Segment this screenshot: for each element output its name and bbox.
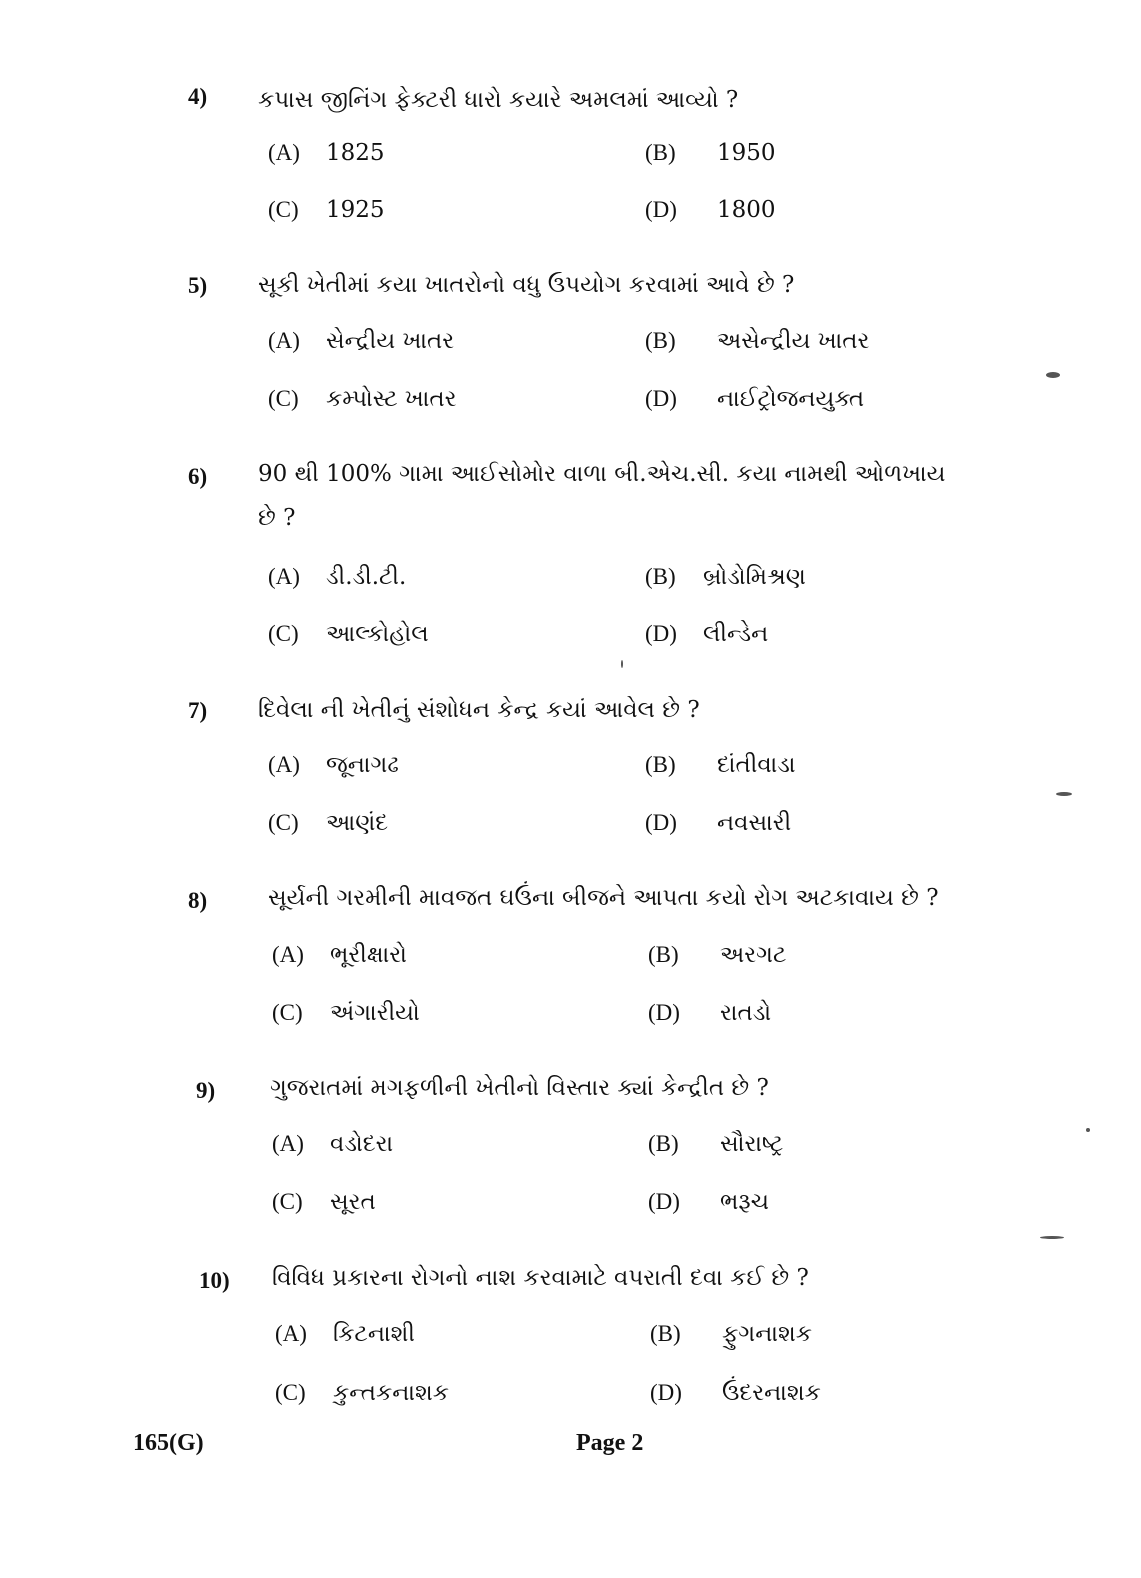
question-number: 7) (188, 698, 208, 723)
question-number: 10) (199, 1268, 230, 1293)
option-5c (268, 386, 457, 412)
option-text: કમ્પોસ્ટ ખાતર (326, 386, 457, 412)
page-number: Page 2 (576, 1430, 644, 1456)
option-letter: (B) (648, 1131, 679, 1156)
option-text: સેન્દ્રીય ખાતર (326, 328, 455, 354)
option-letter: (A) (268, 564, 300, 589)
option-text: સૂરત (330, 1189, 376, 1215)
question-number: 9) (196, 1078, 216, 1103)
option-letter: (D) (648, 1189, 680, 1214)
option-4b (645, 140, 776, 166)
option-text: ભૂરીક્ષારો (330, 942, 407, 968)
option-4d (645, 197, 776, 223)
option-text: દાંતીવાડા (717, 752, 796, 778)
option-text: ભરૂચ (720, 1189, 770, 1215)
question-number: 5) (188, 273, 208, 298)
option-7a (268, 752, 399, 778)
option-letter: (B) (645, 328, 676, 353)
option-letter: (A) (272, 942, 304, 967)
option-text: ઉંદરનાશક (722, 1380, 821, 1406)
scan-speck (1046, 372, 1060, 378)
option-letter: (C) (268, 621, 299, 646)
option-letter: (A) (275, 1321, 307, 1346)
option-letter: (C) (268, 386, 299, 411)
option-10c (275, 1380, 449, 1406)
option-text: નવસારી (717, 810, 792, 836)
question-number: 6) (188, 464, 208, 489)
question-text: સૂર્યની ગરમીની માવજત ઘઉંના બીજને આપતા કયો રોગ અટકાવાય છે ? (268, 885, 939, 911)
option-8b (648, 942, 786, 968)
option-letter: (B) (650, 1321, 681, 1346)
option-text: બ્રોડોમિશ્રણ (703, 564, 806, 590)
option-4a (268, 140, 385, 166)
option-8a (272, 942, 407, 968)
option-6b (645, 564, 806, 590)
option-text: ફુગનાશક (722, 1321, 812, 1347)
option-letter: (C) (272, 1189, 303, 1214)
option-letter: (B) (645, 752, 676, 777)
option-10b (650, 1321, 812, 1347)
option-text: કિટનાશી (333, 1321, 415, 1347)
option-letter: (D) (650, 1380, 682, 1405)
option-letter: (D) (645, 197, 677, 222)
option-text: જૂનાગઢ (326, 752, 399, 778)
option-4c (268, 197, 385, 223)
option-letter: (C) (275, 1380, 306, 1405)
option-letter: (C) (268, 197, 299, 222)
option-text: અસેન્દ્રીય ખાતર (717, 328, 870, 354)
option-7c (268, 810, 388, 836)
option-9a (272, 1131, 393, 1157)
option-text: સૌરાષ્ટ્ર (720, 1131, 784, 1157)
option-letter: (B) (648, 942, 679, 967)
option-text: અરગટ (720, 942, 787, 968)
option-text: આલ્કોહોલ (326, 621, 429, 647)
option-letter: (B) (645, 140, 676, 165)
option-6d (645, 621, 768, 647)
option-text: 1950 (717, 140, 776, 166)
option-letter: (C) (268, 810, 299, 835)
scan-speck (621, 660, 623, 668)
option-letter: (C) (272, 1000, 303, 1025)
question-number: 8) (188, 888, 208, 913)
option-text: વડોદરા (330, 1131, 394, 1157)
option-letter: (D) (645, 386, 677, 411)
option-10d (650, 1380, 821, 1406)
question-text: વિવિધ પ્રકારના રોગનો નાશ કરવામાટે વપરાતી દવા કઈ છે ? (272, 1265, 809, 1291)
question-text: 90 થી 100% ગામા આઈસોમોર વાળા બી.એચ.સી. કયા નામથી ઓળખાય છે ? (258, 461, 946, 531)
option-6c (268, 621, 429, 647)
option-7d (645, 810, 791, 836)
option-text: અંગારીયો (330, 1000, 420, 1026)
option-letter: (D) (645, 621, 677, 646)
option-text: 1925 (326, 197, 385, 223)
option-letter: (D) (648, 1000, 680, 1025)
option-letter: (A) (272, 1131, 304, 1156)
scan-speck (1086, 1128, 1090, 1132)
option-text: નાઈટ્રોજનયુક્ત (717, 386, 865, 412)
option-text: લીન્ડેન (703, 621, 769, 647)
option-10a (275, 1321, 415, 1347)
option-8d (648, 1000, 771, 1026)
option-text: રાતડો (720, 1000, 772, 1026)
option-5b (645, 328, 869, 354)
option-9d (648, 1189, 769, 1215)
option-letter: (D) (645, 810, 677, 835)
option-text: 1825 (326, 140, 385, 166)
question-text: કપાસ જીનિંગ ફેક્ટરી ધારો કયારે અમલમાં આવ્યો ? (258, 87, 739, 113)
paper-code: 165(G) (133, 1430, 204, 1456)
option-9b (648, 1131, 783, 1157)
option-6a (268, 564, 406, 590)
option-text: ડી.ડી.ટી. (326, 564, 407, 590)
option-9c (272, 1189, 376, 1215)
question-text: દિવેલા ની ખેતીનું સંશોધન કેન્દ્ર કયાં આવેલ છે ? (258, 697, 700, 723)
question-text: ગુજરાતમાં મગફળીની ખેતીનો વિસ્તાર ક્યાં કેન્દ્રીત છે ? (270, 1075, 769, 1101)
scan-speck (1056, 792, 1072, 796)
option-letter: (A) (268, 752, 300, 777)
option-letter: (A) (268, 328, 300, 353)
option-8c (272, 1000, 420, 1026)
question-text: સૂકી ખેતીમાં કયા ખાતરોનો વધુ ઉપયોગ કરવામાં આવે છે ? (258, 272, 795, 298)
option-5a (268, 328, 454, 354)
option-text: આણંદ (326, 810, 389, 836)
option-7b (645, 752, 796, 778)
question-number: 4) (188, 84, 208, 109)
scan-speck (1040, 1236, 1064, 1239)
option-letter: (B) (645, 564, 676, 589)
option-text: કુન્તકનાશક (333, 1380, 449, 1406)
option-text: 1800 (717, 197, 776, 223)
option-5d (645, 386, 864, 412)
option-letter: (A) (268, 140, 300, 165)
